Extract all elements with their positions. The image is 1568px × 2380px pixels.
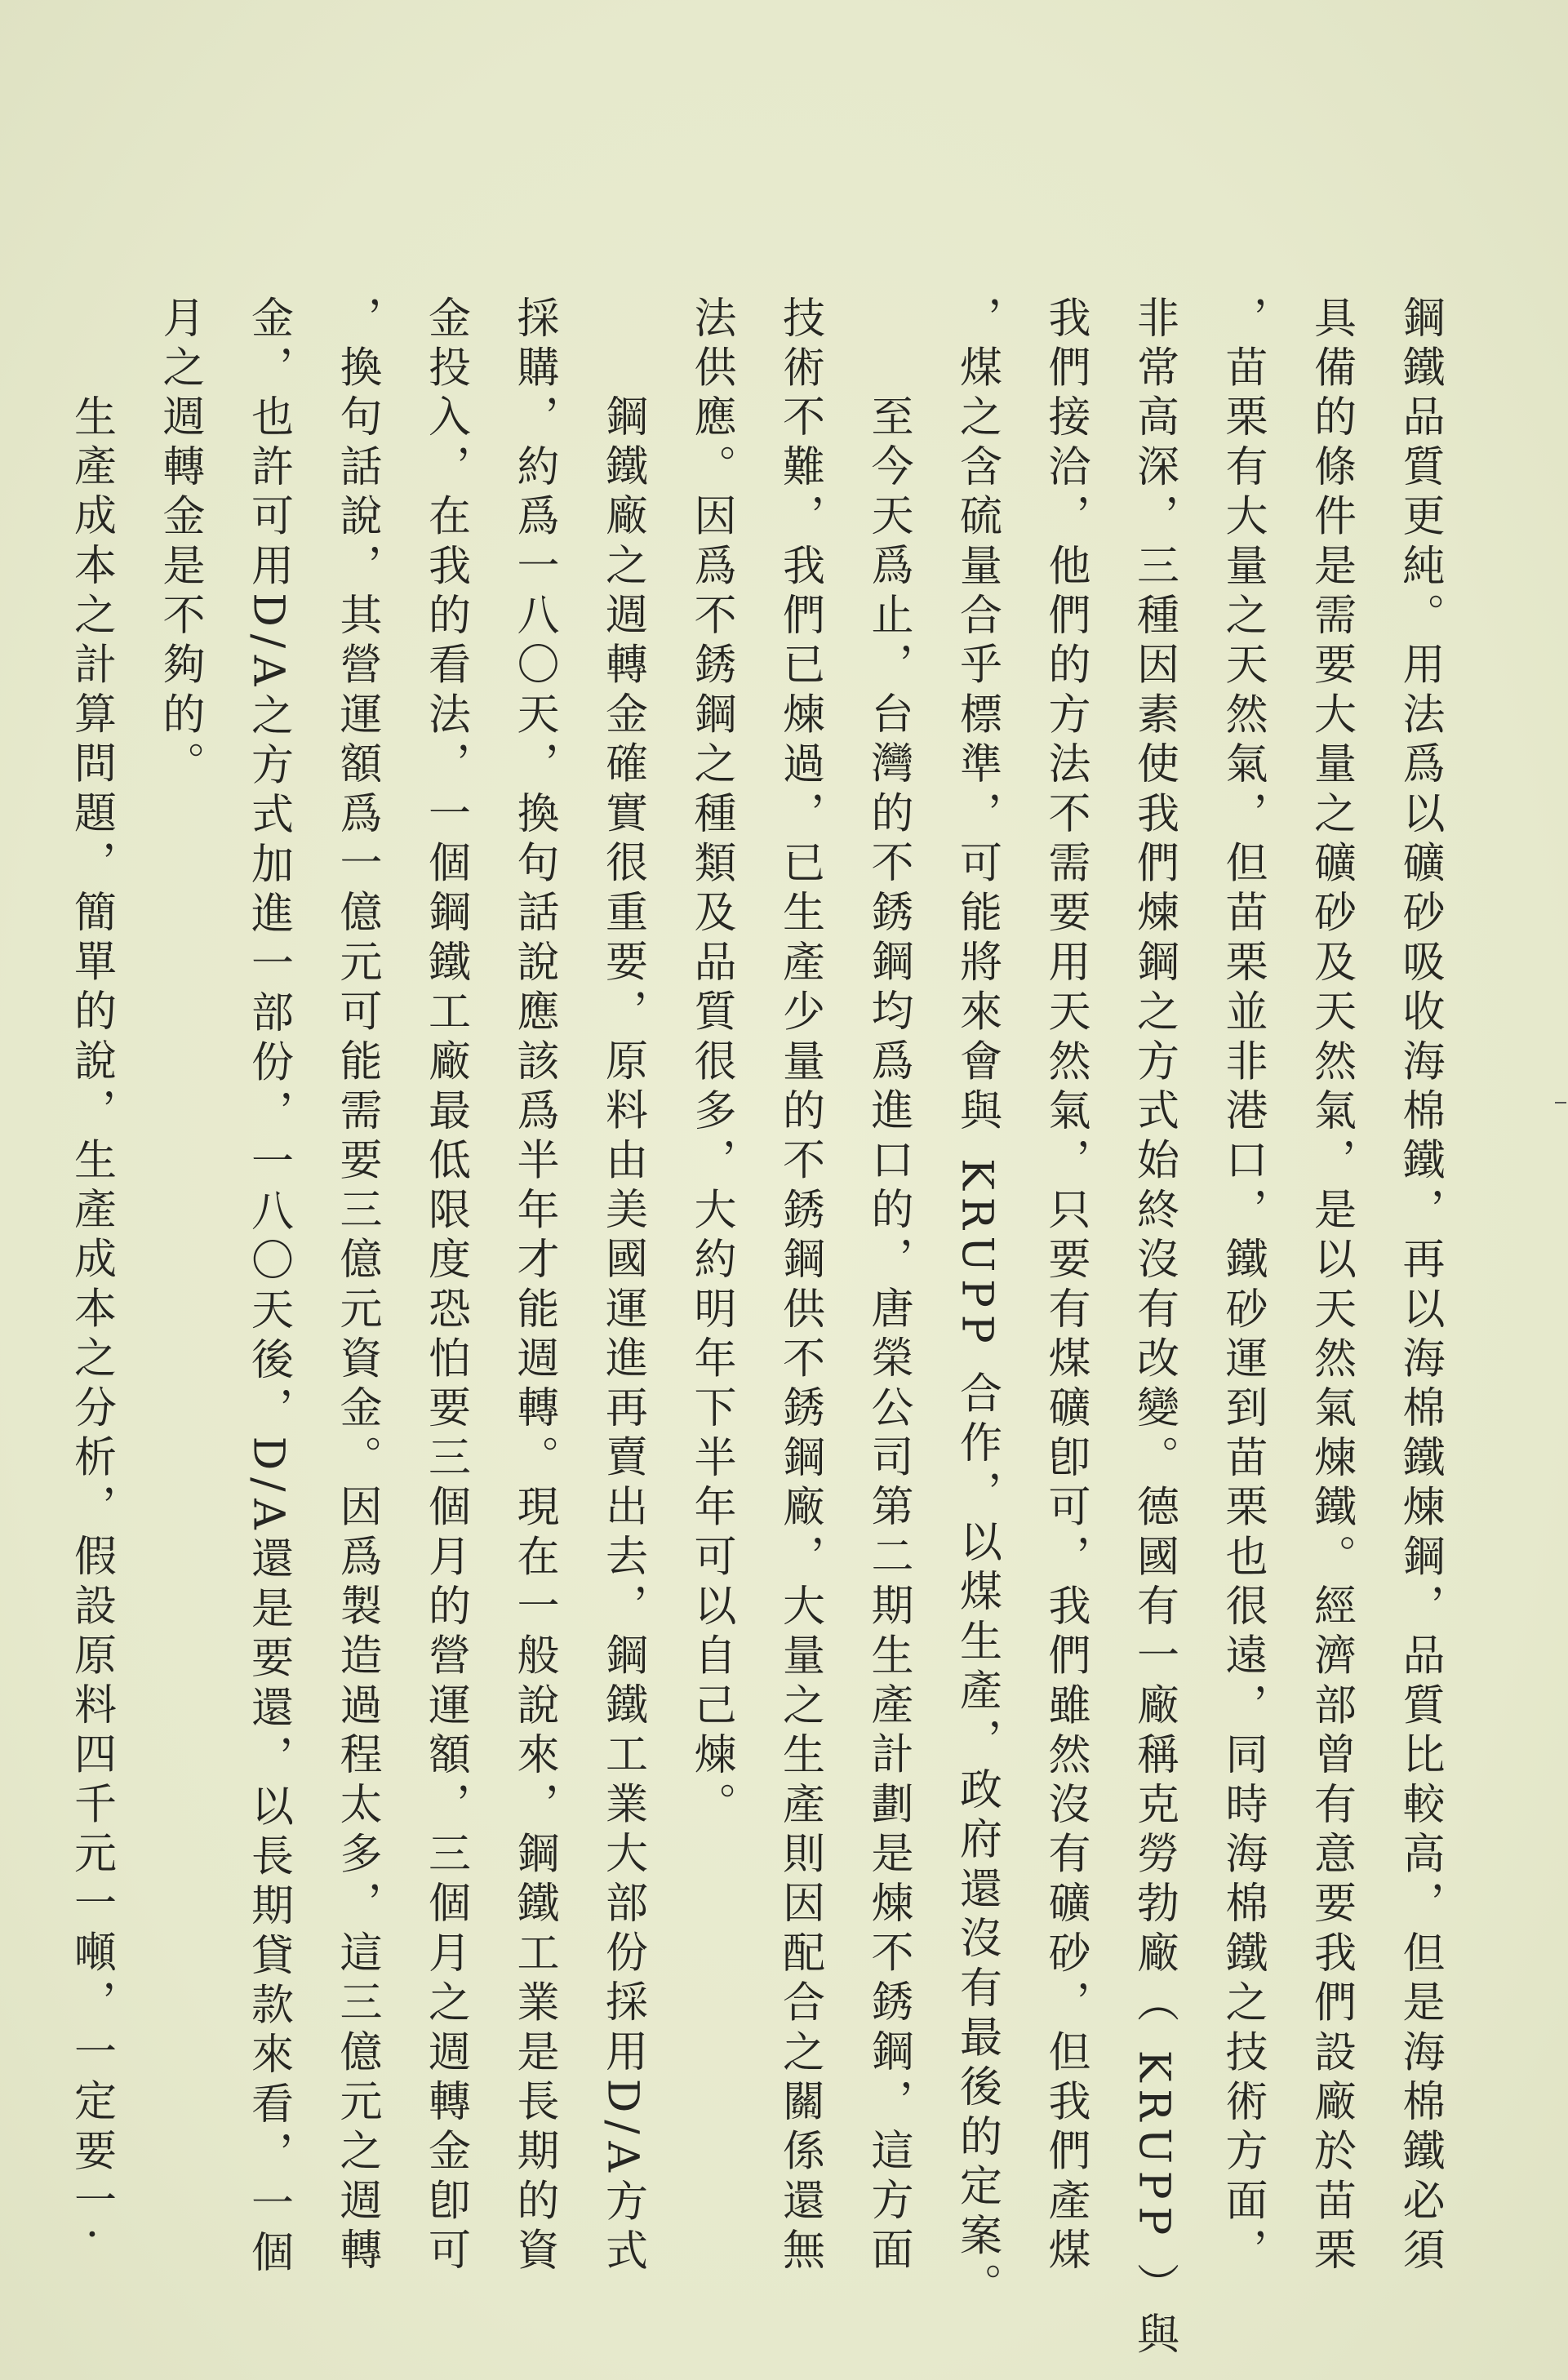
text-column: 鋼鐵廠之週轉金確實很重要，原料由美國運進再賣出去，鋼鐵工業大部份採用D/A方式 <box>597 394 647 2279</box>
text-column: 具備的條件是需要大量之礦砂及天然氣，是以天然氣煉鐵。經濟部曾有意要我們設廠於苗栗 <box>1306 295 1356 2277</box>
text-column: 非常高深，三種因素使我們煉鋼之方式始終沒有改變。德國有一廠稱克勞勃廠（ KRUPP ）與 <box>1129 295 1179 2362</box>
text-column: ，煤之含硫量合乎標準，可能將來會與 KRUPP 合作，以煤生產，政府還沒有最後的定案。 <box>952 295 1002 2312</box>
text-column: 月之週轉金是不夠的。 <box>155 295 204 791</box>
text-column: 金投入，在我的看法，一個鋼鐵工廠最低限度恐怕要三個月的營運額，三個月之週轉金卽可 <box>420 295 470 2277</box>
text-column: 金，也許可用D/A之方式加進一部份，一八〇天後，D/A還是要還，以長期貸款來看，一個 <box>243 295 293 2280</box>
text-column: 採購，約爲一八〇天，換句話說應該爲半年才能週轉。現在一般說來，鋼鐵工業是長期的資 <box>509 295 558 2277</box>
text-column: 至今天爲止，台灣的不銹鋼均爲進口的，唐榮公司第二期生產計劃是煉不銹鋼，這方面 <box>864 394 913 2277</box>
text-column: 鋼鐵品質更純。用法爲以礦砂吸收海棉鐵，再以海棉鐵煉鋼，品質比較高，但是海棉鐵必須 <box>1395 295 1444 2277</box>
text-column: ，換句話說，其營運額爲一億元可能需要三億元資金。因爲製造過程太多，這三億元之週轉 <box>332 295 381 2277</box>
text-column: 生產成本之計算問題，簡單的說，生產成本之分析，假設原料四千元一噸，一定要一· <box>66 394 116 2249</box>
text-column: 技術不難，我們已煉過，已生產少量的不銹鋼供不銹鋼廠，大量之生產則因配合之關係還無 <box>775 295 824 2277</box>
margin-mark <box>1555 1102 1566 1103</box>
text-column: 法供應。因爲不銹鋼之種類及品質很多，大約明年下半年可以自己煉。 <box>686 295 735 1832</box>
text-column: 我們接洽，他們的方法不需要用天然氣，只要有煤礦卽可，我們雖然沒有礦砂，但我們產煤 <box>1041 295 1090 2277</box>
text-column: ，苗栗有大量之天然氣，但苗栗並非港口，鐵砂運到苗栗也很遠，同時海棉鐵之技術方面， <box>1218 295 1267 2277</box>
